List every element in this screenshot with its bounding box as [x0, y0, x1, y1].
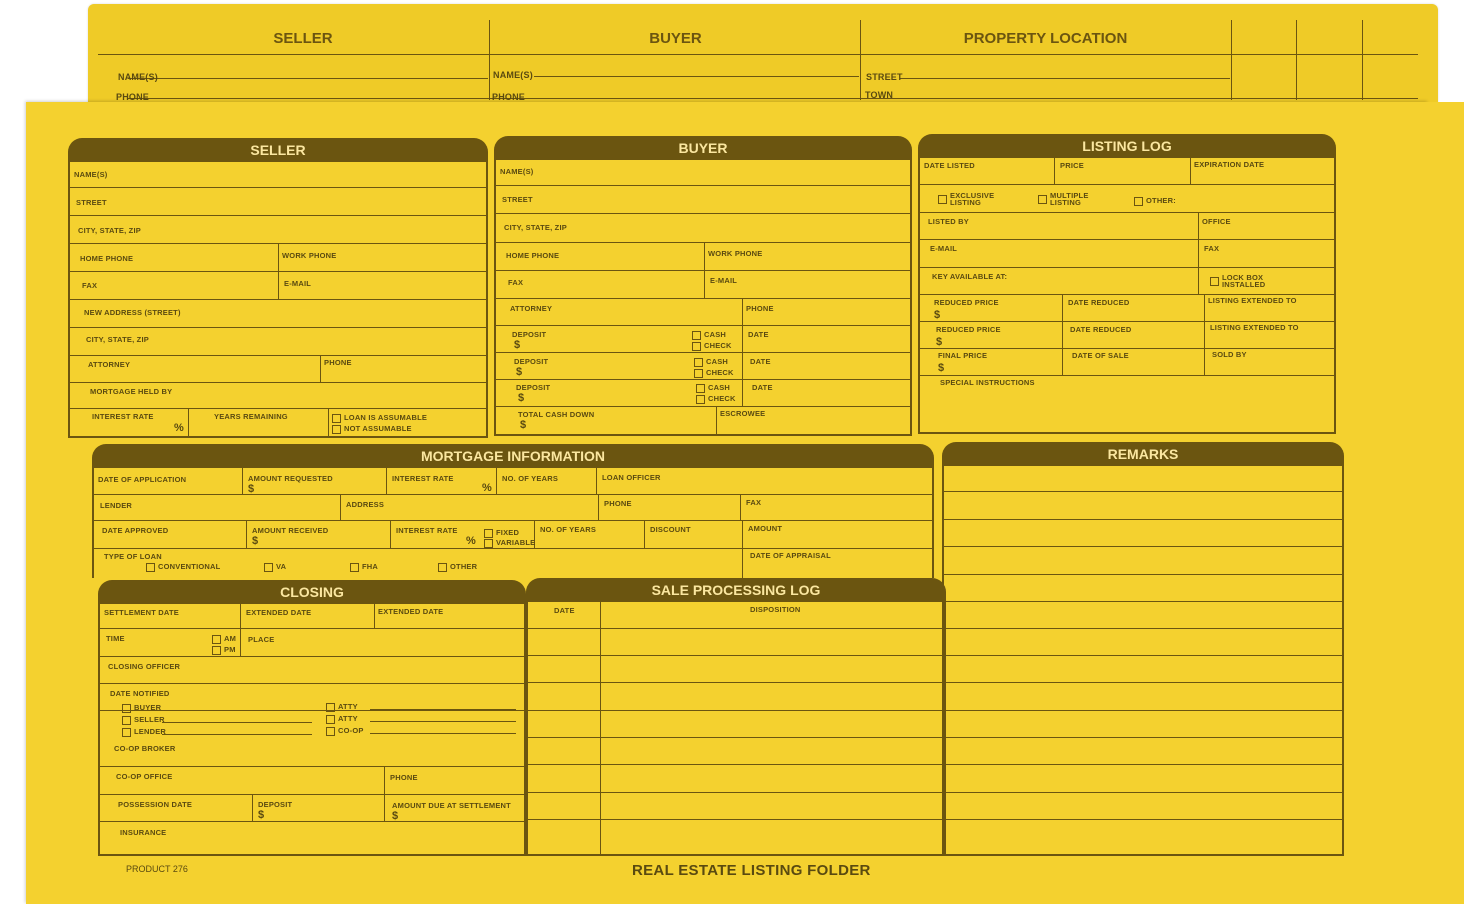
- cash-checkbox[interactable]: CASH: [694, 357, 728, 367]
- am-checkbox[interactable]: AM: [212, 634, 236, 644]
- listing-field: SPECIAL INSTRUCTIONS: [940, 378, 1035, 387]
- percent-sign: %: [466, 535, 476, 547]
- back-label: NAME(S): [118, 72, 158, 82]
- variable-checkbox[interactable]: VARIABLE: [484, 538, 535, 548]
- dollar-sign: $: [518, 392, 525, 404]
- cash-checkbox[interactable]: CASH: [692, 330, 726, 340]
- not-assumable-checkbox[interactable]: NOT ASSUMABLE: [332, 424, 412, 434]
- buyer-field: DATE: [748, 330, 769, 339]
- back-line: [98, 54, 1418, 55]
- seller-panel: [68, 142, 488, 438]
- back-divider: [1296, 20, 1297, 100]
- listing-field: DATE LISTED: [924, 161, 975, 170]
- checkbox-icon: [438, 563, 447, 572]
- notify-coop-checkbox[interactable]: CO-OP: [326, 726, 364, 736]
- seller-field: NEW ADDRESS (STREET): [84, 308, 181, 317]
- front-folder: [26, 102, 1428, 904]
- dollar-sign: $: [936, 336, 943, 348]
- buyer-panel: [494, 140, 912, 436]
- check-checkbox[interactable]: CHECK: [692, 341, 732, 351]
- listing-field: LISTING EXTENDED TO: [1210, 323, 1299, 332]
- listing-field: FINAL PRICE: [938, 351, 988, 360]
- checkbox-icon: [696, 384, 705, 393]
- back-line: [128, 98, 1418, 99]
- checkbox-icon: [212, 635, 221, 644]
- checkbox-icon: [484, 539, 493, 548]
- sale-log-column-date: DATE: [554, 606, 575, 615]
- fha-checkbox[interactable]: FHA: [350, 562, 378, 572]
- listing-field: REDUCED PRICE: [934, 298, 999, 307]
- other-loan-checkbox[interactable]: OTHER: [438, 562, 477, 572]
- seller-field: ATTORNEY: [88, 360, 131, 369]
- back-line: [534, 76, 859, 77]
- checkbox-icon: [146, 563, 155, 572]
- checkbox-icon: [212, 646, 221, 655]
- buyer-field: FAX: [508, 278, 524, 287]
- buyer-field: HOME PHONE: [506, 251, 560, 260]
- sale-processing-log-panel: [526, 582, 946, 856]
- mortgage-field: INTEREST RATE: [392, 474, 454, 483]
- cash-checkbox[interactable]: CASH: [696, 383, 730, 393]
- sale-log-title: SALE PROCESSING LOG: [526, 578, 946, 602]
- seller-field: STREET: [76, 198, 107, 207]
- lock-box-checkbox[interactable]: LOCK BOX INSTALLED: [1210, 274, 1270, 288]
- mortgage-field: NO. OF YEARS: [502, 474, 559, 483]
- closing-field: PLACE: [248, 635, 275, 644]
- other-checkbox[interactable]: OTHER:: [1134, 196, 1176, 206]
- mortgage-field: LOAN OFFICER: [602, 473, 661, 482]
- notify-lender-checkbox[interactable]: LENDER: [122, 727, 166, 737]
- seller-field: PHONE: [324, 358, 352, 367]
- mortgage-field: TYPE OF LOAN: [104, 552, 162, 561]
- closing-field: TIME: [106, 634, 125, 643]
- seller-field: CITY, STATE, ZIP: [78, 226, 141, 235]
- listing-field: SOLD BY: [1212, 350, 1247, 359]
- listing-field: REDUCED PRICE: [936, 325, 1001, 334]
- listing-field: FAX: [1204, 244, 1220, 253]
- closing-field: EXTENDED DATE: [378, 607, 444, 616]
- dollar-sign: $: [514, 339, 521, 351]
- mortgage-field: DATE OF APPRAISAL: [750, 551, 831, 560]
- back-divider: [1231, 20, 1232, 100]
- notify-atty-checkbox[interactable]: ATTY: [326, 714, 358, 724]
- listing-field: LISTED BY: [928, 217, 969, 226]
- closing-field: DATE NOTIFIED: [110, 689, 170, 698]
- checkbox-icon: [122, 704, 131, 713]
- back-label: STREET: [866, 72, 903, 82]
- listing-field: OFFICE: [1202, 217, 1231, 226]
- back-label: PHONE: [116, 92, 150, 102]
- checkbox-icon: [332, 425, 341, 434]
- checkbox-icon: [1038, 195, 1047, 204]
- back-header-seller: SELLER: [273, 30, 333, 47]
- checkbox-icon: [326, 715, 335, 724]
- checkbox-icon: [694, 369, 703, 378]
- checkbox-icon: [350, 563, 359, 572]
- dollar-sign: $: [520, 419, 527, 431]
- back-header-property: PROPERTY LOCATION: [963, 30, 1128, 47]
- back-line: [900, 78, 1230, 79]
- checkbox-icon: [326, 727, 335, 736]
- mortgage-field: AMOUNT REQUESTED: [248, 474, 333, 483]
- checkbox-icon: [122, 716, 131, 725]
- mortgage-field: FAX: [746, 498, 762, 507]
- closing-field: CLOSING OFFICER: [108, 662, 181, 671]
- product-number: PRODUCT 276: [126, 864, 188, 874]
- checkbox-icon: [1210, 277, 1219, 286]
- dollar-sign: $: [258, 809, 265, 821]
- listing-field: DATE OF SALE: [1072, 351, 1129, 360]
- seller-field: NAME(S): [74, 170, 108, 179]
- back-divider: [1362, 20, 1363, 100]
- dollar-sign: $: [934, 309, 941, 321]
- listing-field: E-MAIL: [930, 244, 958, 253]
- seller-field: MORTGAGE HELD BY: [90, 387, 173, 396]
- back-label: PHONE: [492, 92, 526, 102]
- checkbox-icon: [332, 414, 341, 423]
- closing-field: EXTENDED DATE: [246, 608, 312, 617]
- listing-log-title: LISTING LOG: [918, 134, 1336, 158]
- checkbox-icon: [264, 563, 273, 572]
- buyer-field: DEPOSIT: [512, 330, 547, 339]
- buyer-field: TOTAL CASH DOWN: [518, 410, 595, 419]
- closing-field: CO-OP BROKER: [114, 744, 176, 753]
- back-divider: [489, 20, 490, 100]
- percent-sign: %: [482, 482, 492, 494]
- dollar-sign: $: [248, 483, 255, 495]
- closing-title: CLOSING: [98, 580, 526, 604]
- mortgage-title: MORTGAGE INFORMATION: [92, 444, 934, 468]
- mortgage-field: AMOUNT: [748, 524, 783, 533]
- folder-title: REAL ESTATE LISTING FOLDER: [632, 862, 871, 879]
- notify-buyer-checkbox[interactable]: BUYER: [122, 703, 161, 713]
- listing-field: PRICE: [1060, 161, 1084, 170]
- buyer-field: DEPOSIT: [516, 383, 551, 392]
- folder-tab: [1428, 102, 1464, 904]
- check-checkbox[interactable]: CHECK: [696, 394, 736, 404]
- mortgage-panel: [92, 448, 934, 578]
- seller-title: SELLER: [68, 138, 488, 162]
- checkbox-icon: [692, 331, 701, 340]
- back-header-buyer: BUYER: [649, 30, 702, 47]
- mortgage-field: PHONE: [604, 499, 632, 508]
- remarks-panel: [942, 446, 1344, 856]
- listing-field: DATE REDUCED: [1068, 298, 1130, 307]
- notify-atty-checkbox[interactable]: ATTY: [326, 702, 358, 712]
- dollar-sign: $: [938, 362, 945, 374]
- back-label: NAME(S): [493, 70, 533, 80]
- seller-field: WORK PHONE: [282, 251, 337, 260]
- closing-field: SETTLEMENT DATE: [104, 608, 179, 617]
- back-label: TOWN: [865, 90, 894, 100]
- back-line: [128, 78, 488, 79]
- multiple-listing-checkbox[interactable]: MULTIPLE LISTING: [1038, 192, 1094, 206]
- conventional-checkbox[interactable]: CONVENTIONAL: [146, 562, 220, 572]
- mortgage-field: NO. OF YEARS: [540, 525, 597, 534]
- closing-field: POSSESSION DATE: [118, 800, 193, 809]
- dollar-sign: $: [516, 366, 523, 378]
- seller-field: INTEREST RATE: [92, 412, 154, 421]
- remarks-title: REMARKS: [942, 442, 1344, 466]
- buyer-title: BUYER: [494, 136, 912, 160]
- check-checkbox[interactable]: CHECK: [694, 368, 734, 378]
- seller-field: E-MAIL: [284, 279, 312, 288]
- listing-field: KEY AVAILABLE AT:: [932, 272, 1008, 281]
- percent-sign: %: [174, 422, 184, 434]
- checkbox-icon: [1134, 197, 1143, 206]
- mortgage-field: DATE APPROVED: [102, 526, 169, 535]
- closing-field: PHONE: [390, 773, 418, 782]
- checkbox-icon: [692, 342, 701, 351]
- buyer-field: DEPOSIT: [514, 357, 549, 366]
- buyer-field: STREET: [502, 195, 533, 204]
- buyer-field: CITY, STATE, ZIP: [504, 223, 567, 232]
- checkbox-icon: [484, 529, 493, 538]
- mortgage-field: DATE OF APPLICATION: [98, 475, 187, 484]
- dollar-sign: $: [252, 535, 259, 547]
- listing-field: DATE REDUCED: [1070, 325, 1132, 334]
- closing-field: CO-OP OFFICE: [116, 772, 173, 781]
- checkbox-icon: [694, 358, 703, 367]
- mortgage-field: INTEREST RATE: [396, 526, 458, 535]
- checkbox-icon: [122, 728, 131, 737]
- listing-field: EXPIRATION DATE: [1194, 160, 1265, 169]
- checkbox-icon: [326, 703, 335, 712]
- notify-seller-checkbox[interactable]: SELLER: [122, 715, 165, 725]
- buyer-field: DATE: [752, 383, 773, 392]
- mortgage-field: AMOUNT RECEIVED: [252, 526, 329, 535]
- seller-field: FAX: [82, 281, 98, 290]
- va-checkbox[interactable]: VA: [264, 562, 286, 572]
- dollar-sign: $: [392, 810, 399, 822]
- buyer-field: PHONE: [746, 304, 774, 313]
- mortgage-field: DISCOUNT: [650, 525, 691, 534]
- closing-panel: [98, 584, 526, 856]
- listing-log-panel: [918, 138, 1336, 434]
- seller-field: HOME PHONE: [80, 254, 134, 263]
- checkbox-icon: [696, 395, 705, 404]
- loan-assumable-checkbox[interactable]: LOAN IS ASSUMABLE: [332, 413, 427, 423]
- exclusive-listing-checkbox[interactable]: EXCLUSIVE LISTING: [938, 192, 994, 206]
- mortgage-field: ADDRESS: [346, 500, 385, 509]
- buyer-field: E-MAIL: [710, 276, 738, 285]
- checkbox-icon: [938, 195, 947, 204]
- closing-field: INSURANCE: [120, 828, 167, 837]
- sale-log-column-disposition: DISPOSITION: [750, 605, 801, 614]
- pm-checkbox[interactable]: PM: [212, 645, 236, 655]
- seller-field: YEARS REMAINING: [214, 412, 288, 421]
- closing-field: AMOUNT DUE AT SETTLEMENT: [392, 801, 511, 810]
- closing-field: DEPOSIT: [258, 800, 293, 809]
- listing-field: LISTING EXTENDED TO: [1208, 296, 1297, 305]
- buyer-field: WORK PHONE: [708, 249, 763, 258]
- buyer-field: ATTORNEY: [510, 304, 553, 313]
- seller-field: CITY, STATE, ZIP: [86, 335, 149, 344]
- buyer-field: ESCROWEE: [720, 409, 766, 418]
- buyer-field: NAME(S): [500, 167, 534, 176]
- back-divider: [860, 20, 861, 100]
- mortgage-field: LENDER: [100, 501, 133, 510]
- fixed-checkbox[interactable]: FIXED: [484, 528, 519, 538]
- buyer-field: DATE: [750, 357, 771, 366]
